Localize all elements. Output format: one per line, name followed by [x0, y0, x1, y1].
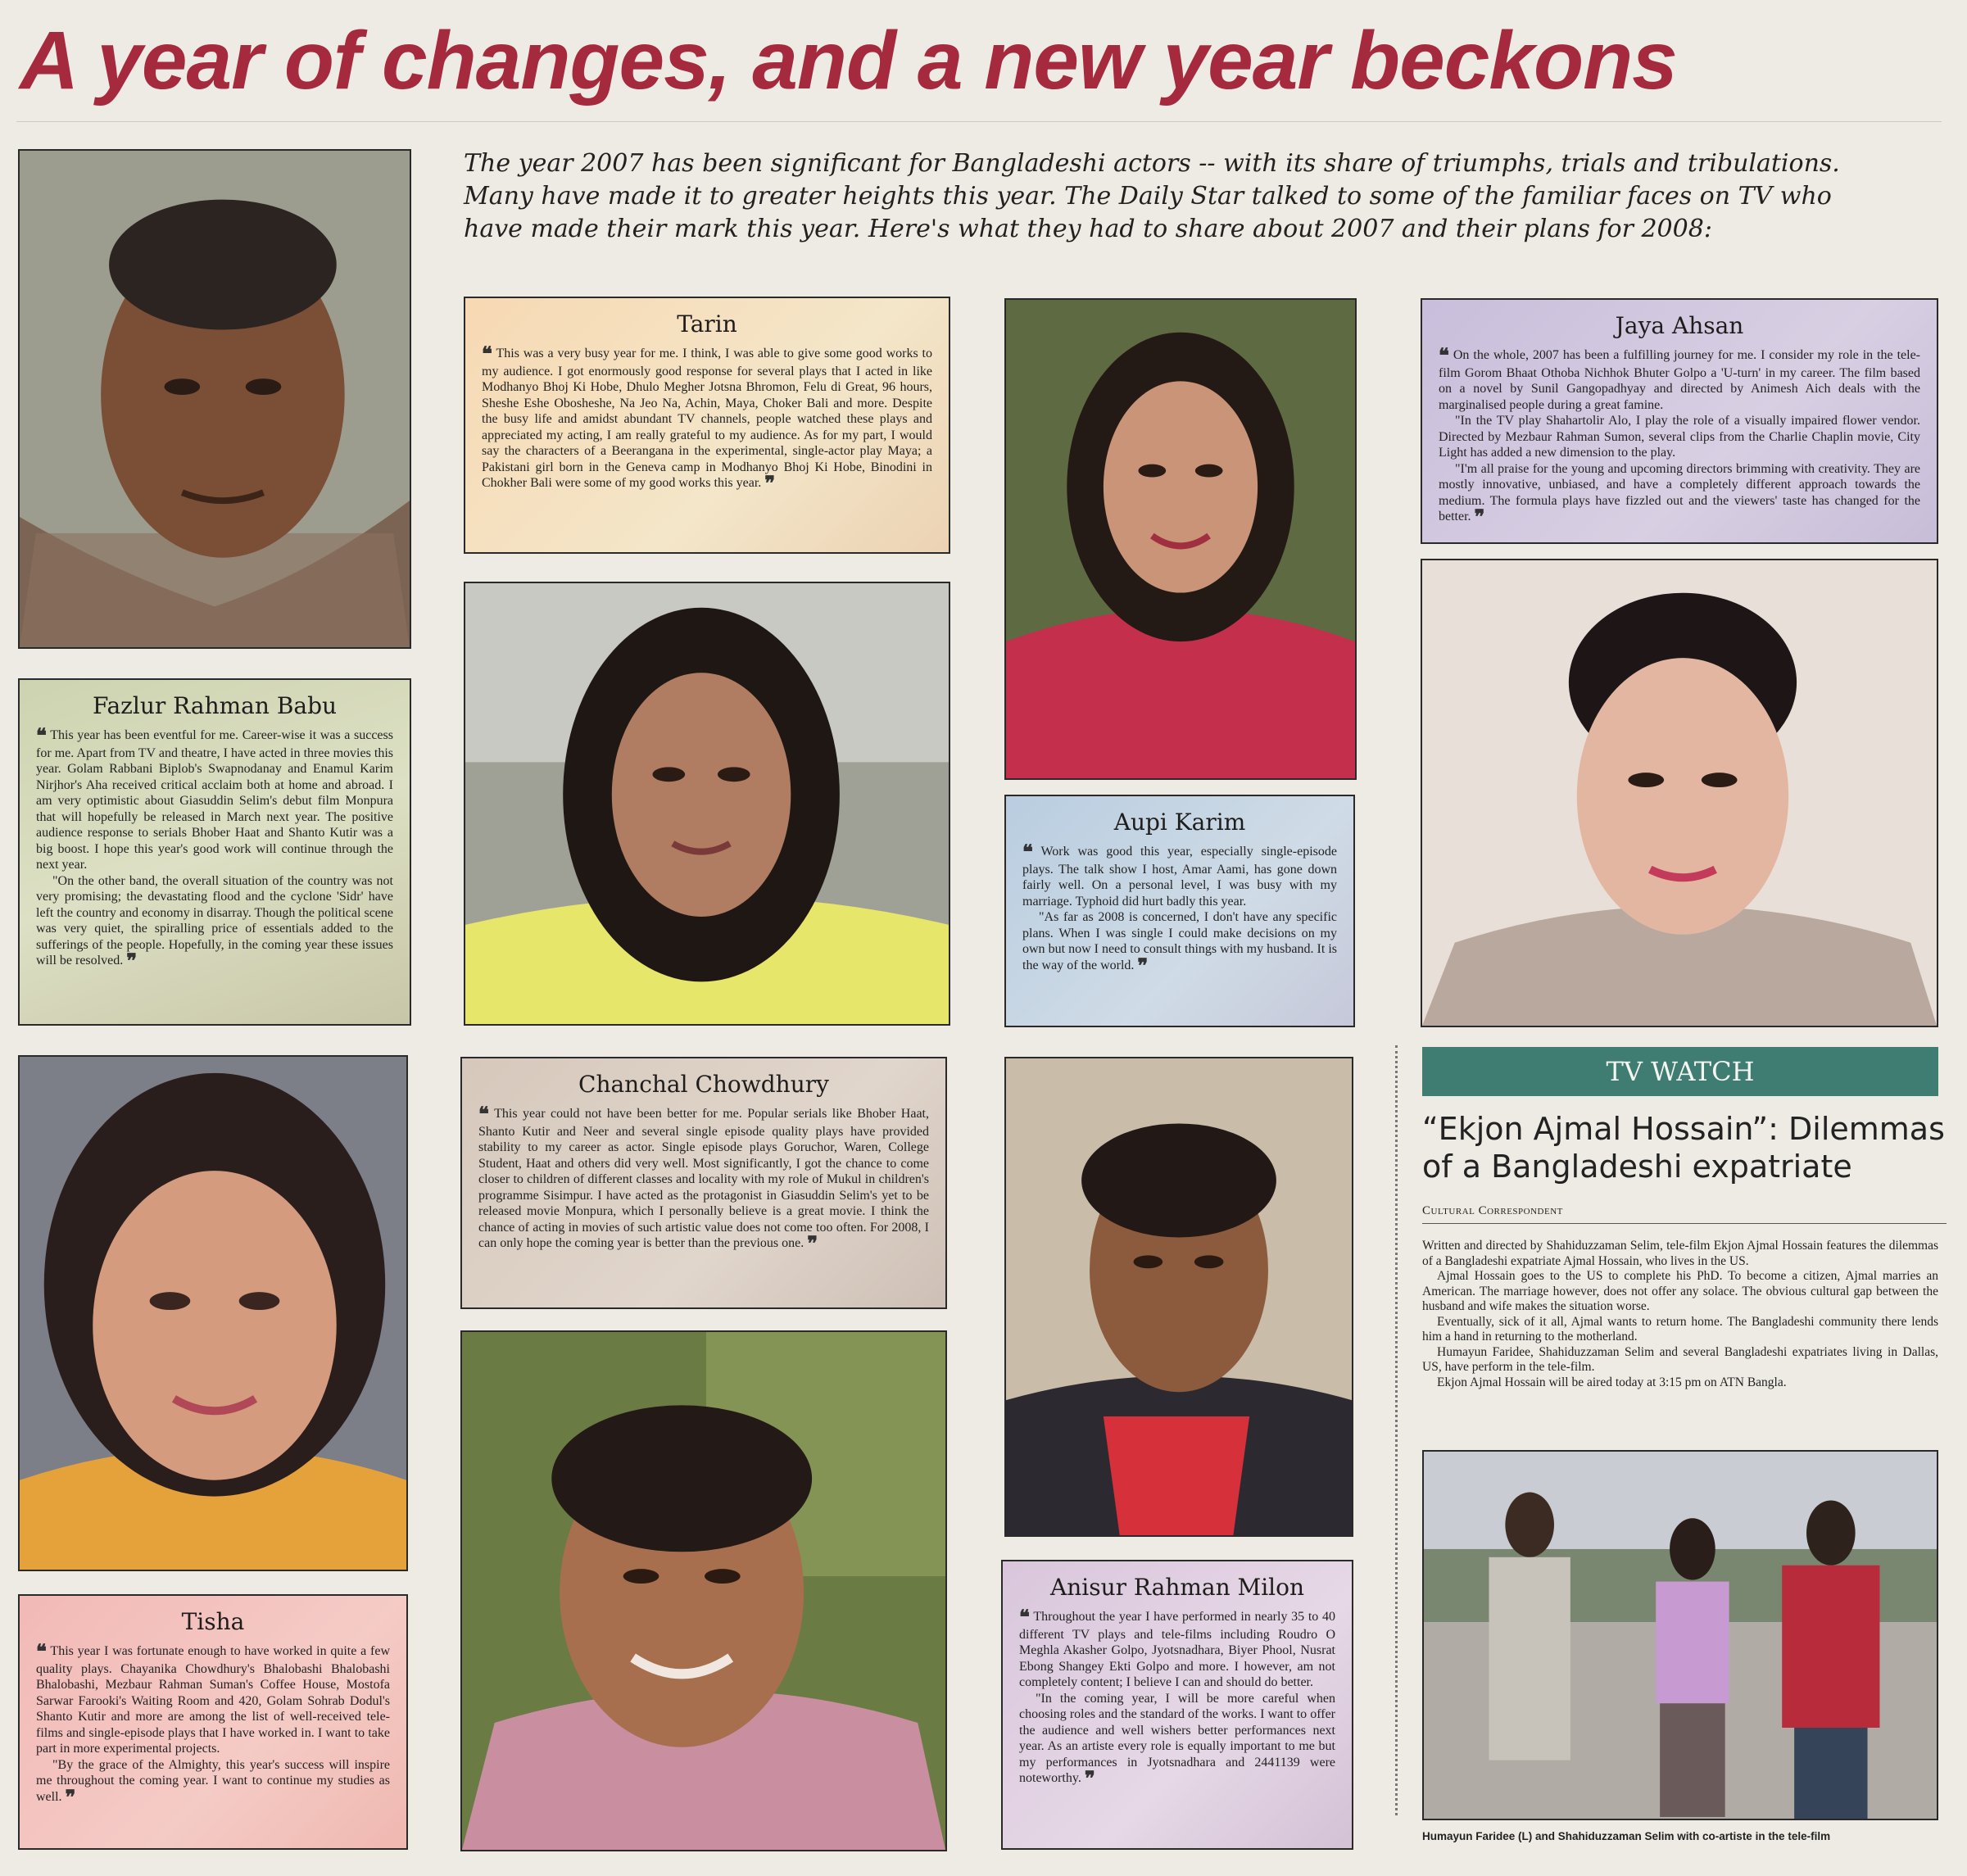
quote-paragraph: "By the grace of the Almighty, this year's success will inspire me throughout the coming year. I want to continue my studies as well.	[36, 1757, 390, 1804]
tv-watch-body	[1422, 1239, 1938, 1390]
quote-close-icon: ❞	[1137, 955, 1149, 977]
quote-close-icon: ❞	[1084, 1769, 1095, 1790]
page-headline: A year of changes, and a new year beckons	[20, 15, 1677, 106]
quote-paragraph: "On the other band, the overall situation of the country was not very promising; the devastating flood and the cyclone 'Sidr' have left the country and economy in disarray. Though the political scene was very quiet, the spiralling price of essentials added to the sufferings of the people. Hopefully, in the coming year these issues will be resolved.	[36, 873, 393, 967]
quote-paragraph: "In the coming year, I will be more careful when choosing roles and the standard of the works. I want to offer the audience and well wishers better performances next year. As an artiste every role is equally important to me but my performances in Jyotsnadhara and 2441139 were noteworthy.	[1019, 1691, 1335, 1785]
photo-tarin	[464, 582, 950, 1026]
photo-chanchal-chowdhury	[460, 1330, 947, 1851]
column-divider	[1395, 1045, 1398, 1815]
quote-close-icon: ❞	[65, 1787, 76, 1809]
photo-fazlur-rahman-babu	[18, 149, 411, 649]
profile-quote	[1019, 1609, 1335, 1788]
tv-paragraph: Eventually, sick of it all, Ajmal wants to return home. The Bangladeshi community there lends him a hand in returning to the motherland.	[1422, 1314, 1938, 1344]
profile-quote	[482, 346, 932, 493]
photo-aupi-karim	[1004, 298, 1357, 780]
quote-paragraph: On the whole, 2007 has been a fulfilling journey for me. I consider my role in the tele-film Gorom Bhaat Othoba Nichhok Bhuter Golpo a 'U-turn' in my career. The film based on a novel by Sunil Gangopadhyay and directed by Animesh Aich deals with the marginalised people during a great famine.	[1439, 348, 1921, 412]
profile-name: Aupi Karim	[1113, 809, 1246, 836]
profile-chanchal-chowdhury	[460, 1057, 947, 1309]
quote-open-icon: ❝	[478, 1104, 489, 1126]
profile-quote	[36, 1642, 390, 1809]
header-rule	[16, 121, 1942, 122]
profile-name: Tarin	[677, 310, 737, 338]
profile-quote	[36, 727, 393, 971]
quote-paragraph: "As far as 2008 is concerned, I don't have any specific plans. When I was single I could make decisions on my own but now I need to consult things with my husband. It is the way of the world.	[1022, 910, 1337, 972]
quote-close-icon: ❞	[807, 1234, 818, 1255]
tv-paragraph: Written and directed by Shahiduzzaman Selim, tele-film Ekjon Ajmal Hossain features the dilemmas of a Bangladeshi expatriate Ajmal Hossain, who lives in the US.	[1422, 1239, 1938, 1268]
profile-name: Chanchal Chowdhury	[578, 1071, 829, 1098]
profile-name: Anisur Rahman Milon	[1050, 1574, 1304, 1601]
quote-open-icon: ❝	[36, 1642, 47, 1663]
profile-jaya-ahsan	[1421, 298, 1938, 544]
quote-paragraph: "In the TV play Shahartolir Alo, I play the role of a visually impaired flower vendor. Directed by Mezbaur Rahman Sumon, several clips from the Charlie Chaplin movie, City Light has added a new dimension to the play.	[1439, 414, 1920, 460]
quote-close-icon: ❞	[126, 951, 138, 972]
profile-anisur-rahman-milon	[1001, 1560, 1353, 1850]
profile-aupi-karim	[1004, 795, 1355, 1027]
profile-quote	[478, 1106, 929, 1253]
profile-fazlur-rahman-babu	[18, 678, 411, 1026]
quote-paragraph: Work was good this year, especially single-episode plays. The talk show I host, Amar Aami, has gone down fairly well. On a personal level, I was busy with my marriage. Typhoid did hurt badly this year.	[1022, 845, 1337, 909]
quote-close-icon: ❞	[1474, 507, 1485, 528]
profile-tarin	[464, 297, 950, 554]
tv-watch-byline: Cultural Correspondent	[1422, 1204, 1947, 1224]
photo-anisur-rahman-milon	[1004, 1057, 1353, 1537]
profile-name: Jaya Ahsan	[1615, 312, 1744, 339]
quote-paragraph: Throughout the year I have performed in nearly 35 to 40 different TV plays and tele-films including Roudro O Meghla Akasher Golpo, Jyotsnadhara, Biyer Phool, Nusrat Ebong Shangey Ekti Golpo and more. I however, am not completely content; I believe I can and should do better.	[1019, 1610, 1336, 1689]
quote-paragraph: This year I was fortunate enough to have worked in quite a few quality plays. Chayanika Chowdhury's Bhalobashi Bhalobashi Bhalobashi, Mezbaur Rahman Suman's Coffee House, Mostofa Sarwar Farooki's Waiting Room and 420, Golam Sohrab Dodul's Shanto Kutir and more are among the list of well-received tele-films and single-episode plays that I have worked in. I want to take part in more experimental projects.	[36, 1644, 390, 1756]
quote-paragraph: This year has been eventful for me. Career-wise it was a success for me. Apart from TV and theatre, I have acted in three movies this year. Golam Rabbani Biplob's Swapnodanay and Enamul Karim Nirjhor's Aha received critical acclaim both at home and abroad. I am very optimistic about Giasuddin Selim's debut film Monpura that will hopefully be released in March next year. The positive audience response to serials Bhober Haat and Shanto Kutir was a big boost. I hope this year's good work will continue through the next year.	[36, 728, 393, 872]
quote-open-icon: ❝	[36, 726, 47, 747]
profile-quote	[1022, 844, 1337, 975]
tv-watch-headline: “Ekjon Ajmal Hossain”: Dilemmas of a Bangladeshi expatriate	[1422, 1111, 1945, 1185]
quote-open-icon: ❝	[482, 344, 492, 365]
quote-open-icon: ❝	[1022, 842, 1033, 863]
profile-name: Tisha	[181, 1608, 245, 1635]
photo-caption: Humayun Faridee (L) and Shahiduzzaman Selim with co-artiste in the tele-film	[1422, 1830, 1831, 1842]
quote-close-icon: ❞	[764, 474, 776, 495]
profile-name: Fazlur Rahman Babu	[92, 692, 338, 719]
tv-paragraph: Humayun Faridee, Shahiduzzaman Selim and several Bangladeshi expatriates living in Dallas, US, have perform in the tele-film.	[1422, 1344, 1938, 1374]
quote-open-icon: ❝	[1019, 1607, 1030, 1629]
photo-jaya-ahsan	[1421, 559, 1938, 1027]
profile-quote	[1439, 347, 1920, 527]
intro-text: The year 2007 has been significant for Bangladeshi actors -- with its share of triumphs, trials and tribulations. Many have made it to greater heights this year. The Daily Star talked to some of the familiar faces on TV who have made their mark this year. Here's what they had to share about 2007 and their plans for 2008:	[464, 149, 1840, 243]
photo-tisha	[18, 1055, 408, 1571]
quote-paragraph: This year could not have been better for me. Popular serials like Bhober Haat, Shanto Kutir and Neer and several single episode quality plays have provided stability to my career as actor. Single episode plays Goruchor, Waren, College Student, Haat and others did very well. Most significantly, I got the chance to come closer to children of different classes and locality with my role of Mukul in children's programme Sisimpur. I have acted as the protagonist in Giasuddin Selim's yet to be released movie Monpura, which I personally believe is a great movie. I think the chance of acting in movies of such artistic value does not come too often. For 2008, I can only hope the coming year is better than the previous one.	[478, 1107, 929, 1250]
tv-watch-label: TV WATCH	[1422, 1047, 1938, 1096]
quote-open-icon: ❝	[1439, 346, 1449, 367]
profile-tisha	[18, 1594, 408, 1850]
quote-paragraph: "I'm all praise for the young and upcoming directors brimming with creativity. They are mostly innovative, unbiased, and have a completely different approach towards the medium. The formula plays have fizzled out and the viewers' taste has changed for the better.	[1439, 461, 1920, 523]
photo-tele-film-still	[1422, 1450, 1938, 1820]
quote-paragraph: This was a very busy year for me. I think, I was able to give some good works to my audience. I got enormously good response for several plays that I acted in like Modhanyo Bhoj Ki Hobe, Dhulo Megher Jotsna Bhromon, Felu di Great, 96 hours, Sheshe Eshe Obosheshe, Na Jeo Na, Achin, Maya, Choker Bali and more. Despite the busy life and amidst abundant TV channels, people watched these plays and appreciated my acting, I am really grateful to my audience. As for my part, I would say the characters of a Beerangana in the experimental, single-actor play Maya; a Pakistani girl born in the Geneva camp in Modhanyo Bhoj Ki Hobe, Binodini in Chokher Bali were some of my good works this year.	[482, 347, 932, 490]
tv-paragraph: Ekjon Ajmal Hossain will be aired today at 3:15 pm on ATN Bangla.	[1437, 1375, 1787, 1389]
tv-paragraph: Ajmal Hossain goes to the US to complete his PhD. To become a citizen, Ajmal marries an American. The marriage however, does not offer any solace. The obvious cultural gap between the husband and wife makes the situation worse.	[1422, 1269, 1938, 1313]
